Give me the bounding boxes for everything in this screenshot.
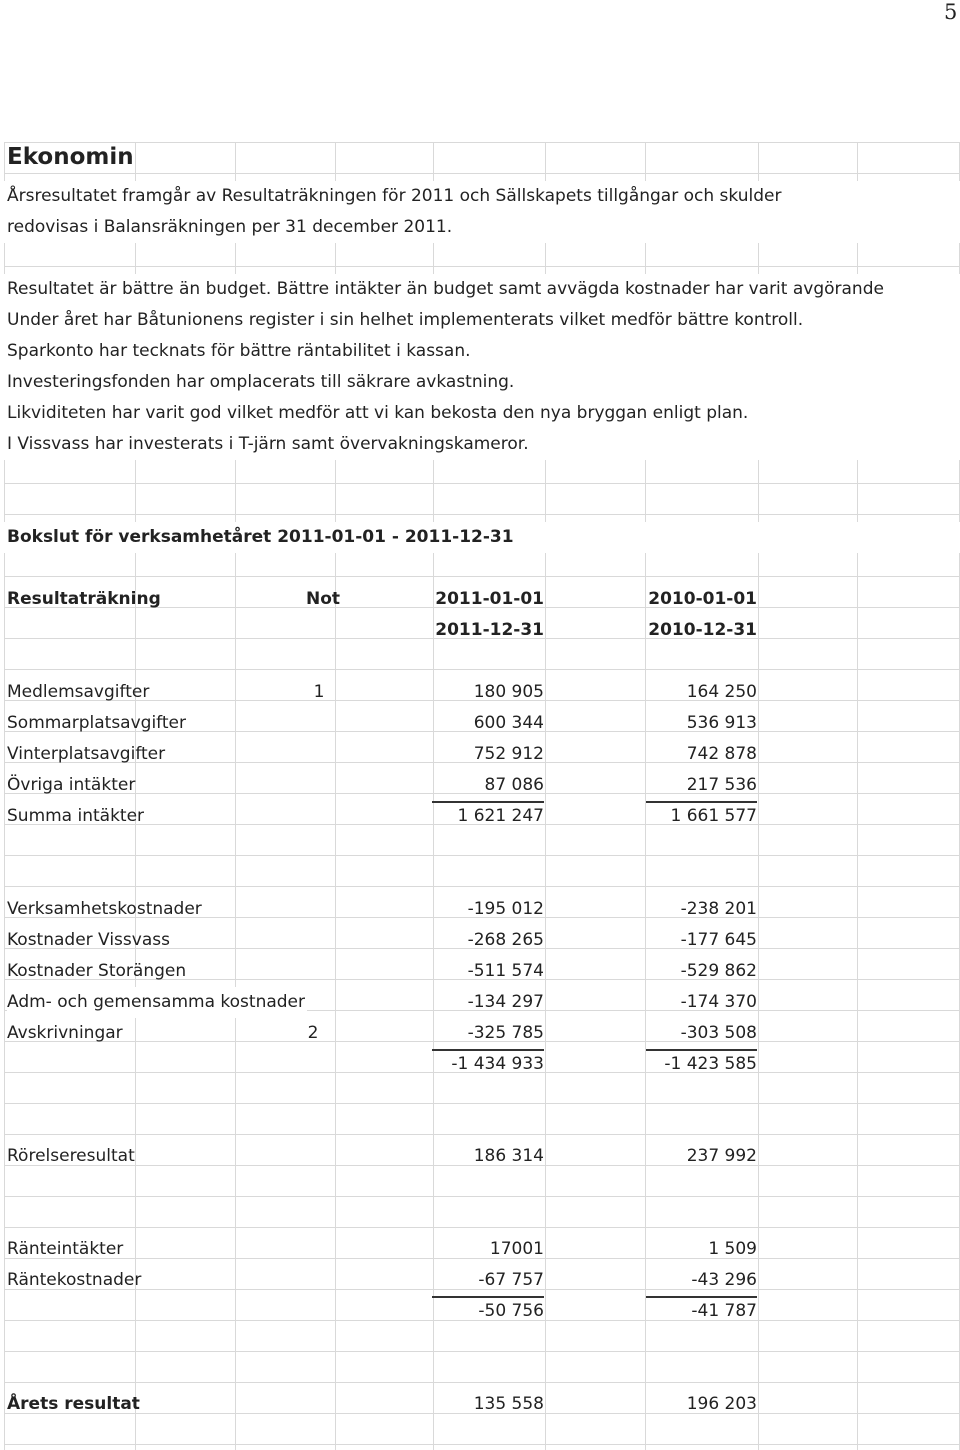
total-row bbox=[4, 1049, 960, 1080]
value-2011: 600 344 bbox=[473, 713, 544, 733]
row-label: Övriga intäkter bbox=[7, 775, 136, 795]
table-row bbox=[4, 894, 960, 925]
value-2011: -67 757 bbox=[478, 1270, 544, 1290]
value-2011: 17001 bbox=[489, 1239, 544, 1259]
table-row bbox=[4, 1141, 960, 1172]
intro-row bbox=[4, 212, 960, 243]
value-2010: 742 878 bbox=[686, 744, 757, 764]
note-line: Resultatet är bättre än budget. Bättre intäkter än budget samt avvägda kostnader har varit avgörande bbox=[7, 279, 884, 299]
total-row bbox=[4, 1296, 960, 1327]
value-2011: 87 086 bbox=[484, 775, 544, 795]
section-title-row bbox=[4, 142, 960, 173]
note-row bbox=[4, 429, 960, 460]
value-2010: -303 508 bbox=[680, 1023, 757, 1043]
table-row bbox=[4, 739, 960, 770]
header-label: Resultaträkning bbox=[7, 589, 161, 609]
page-number: 5 bbox=[944, 0, 958, 24]
row-label: Kostnader Storängen bbox=[7, 961, 187, 981]
value-2011: 135 558 bbox=[473, 1394, 544, 1414]
header-not: Not bbox=[305, 589, 341, 609]
value-2010: -238 201 bbox=[680, 899, 757, 919]
value-2010: 1 509 bbox=[708, 1239, 757, 1259]
table-row bbox=[4, 677, 960, 708]
bokslut-title: Bokslut för verksamhetåret 2011-01-01 - 2011-12-31 bbox=[7, 527, 514, 547]
spreadsheet-area bbox=[4, 142, 960, 1450]
value-2011: -1 434 933 bbox=[451, 1054, 544, 1074]
value-2011: -511 574 bbox=[467, 961, 544, 981]
value-2011: -50 756 bbox=[478, 1301, 544, 1321]
value-2010: 536 913 bbox=[686, 713, 757, 733]
total-row bbox=[4, 801, 960, 832]
value-2010: 237 992 bbox=[686, 1146, 757, 1166]
value-2011: -325 785 bbox=[467, 1023, 544, 1043]
header-col1-to: 2011-12-31 bbox=[435, 620, 544, 640]
intro-row bbox=[4, 181, 960, 212]
note-line: Under året har Båtunionens register i sin helhet implementerats vilket medför bättre kontroll. bbox=[7, 310, 804, 330]
value-2011: -268 265 bbox=[467, 930, 544, 950]
intro-line: redovisas i Balansräkningen per 31 december 2011. bbox=[7, 217, 453, 237]
table-header-row bbox=[4, 615, 960, 646]
result-row bbox=[4, 1389, 960, 1420]
row-not: 2 bbox=[307, 1023, 319, 1043]
row-label: Rörelseresultat bbox=[7, 1146, 135, 1166]
row-label: Adm- och gemensamma kostnader bbox=[7, 987, 307, 1018]
row-label: Summa intäkter bbox=[7, 806, 145, 826]
value-2011: 180 905 bbox=[473, 682, 544, 702]
value-2011: -134 297 bbox=[467, 992, 544, 1012]
note-line: Likviditeten har varit god vilket medför att vi kan bekosta den nya bryggan enligt plan. bbox=[7, 403, 749, 423]
row-label: Räntekostnader bbox=[7, 1270, 142, 1290]
note-row bbox=[4, 367, 960, 398]
value-2011: 186 314 bbox=[473, 1146, 544, 1166]
table-row bbox=[4, 1234, 960, 1265]
table-row bbox=[4, 956, 960, 987]
table-row bbox=[4, 770, 960, 801]
table-row bbox=[4, 1018, 960, 1049]
value-2010: -529 862 bbox=[680, 961, 757, 981]
row-label: Ränteintäkter bbox=[7, 1239, 124, 1259]
note-row bbox=[4, 336, 960, 367]
value-2010: 217 536 bbox=[686, 775, 757, 795]
table-row bbox=[4, 708, 960, 739]
table-row bbox=[4, 1265, 960, 1296]
value-2010: 164 250 bbox=[686, 682, 757, 702]
header-col2-to: 2010-12-31 bbox=[648, 620, 757, 640]
row-label: Kostnader Vissvass bbox=[7, 930, 170, 950]
intro-line: Årsresultatet framgår av Resultaträkningen för 2011 och Sällskapets tillgångar och skulder bbox=[7, 186, 782, 206]
row-label: Avskrivningar bbox=[7, 1023, 123, 1043]
value-2010: 196 203 bbox=[686, 1394, 757, 1414]
note-line: Investeringsfonden har omplacerats till säkrare avkastning. bbox=[7, 372, 515, 392]
value-2010: -41 787 bbox=[691, 1301, 757, 1321]
value-2011: 1 621 247 bbox=[457, 806, 544, 826]
note-line: Sparkonto har tecknats för bättre räntabilitet i kassan. bbox=[7, 341, 471, 361]
value-2011: 752 912 bbox=[473, 744, 544, 764]
value-2010: -177 645 bbox=[680, 930, 757, 950]
value-2011: -195 012 bbox=[467, 899, 544, 919]
row-label: Vinterplatsavgifter bbox=[7, 744, 166, 764]
row-label: Sommarplatsavgifter bbox=[7, 713, 186, 733]
note-line: I Vissvass har investerats i T-järn samt övervakningskameror. bbox=[7, 434, 529, 454]
row-not: 1 bbox=[313, 682, 325, 702]
header-col1-from: 2011-01-01 bbox=[435, 589, 544, 609]
section-title: Ekonomin bbox=[7, 144, 134, 170]
value-2010: -174 370 bbox=[680, 992, 757, 1012]
table-header-row bbox=[4, 584, 960, 615]
table-row bbox=[4, 987, 960, 1018]
note-row bbox=[4, 398, 960, 429]
value-2010: -43 296 bbox=[691, 1270, 757, 1290]
value-2010: -1 423 585 bbox=[664, 1054, 757, 1074]
row-label: Medlemsavgifter bbox=[7, 682, 150, 702]
value-2010: 1 661 577 bbox=[670, 806, 757, 826]
note-row bbox=[4, 274, 960, 305]
row-label: Verksamhetskostnader bbox=[7, 899, 202, 919]
note-row bbox=[4, 305, 960, 336]
header-col2-from: 2010-01-01 bbox=[648, 589, 757, 609]
bokslut-title-row bbox=[4, 522, 960, 553]
row-label: Årets resultat bbox=[7, 1394, 140, 1414]
table-row bbox=[4, 925, 960, 956]
